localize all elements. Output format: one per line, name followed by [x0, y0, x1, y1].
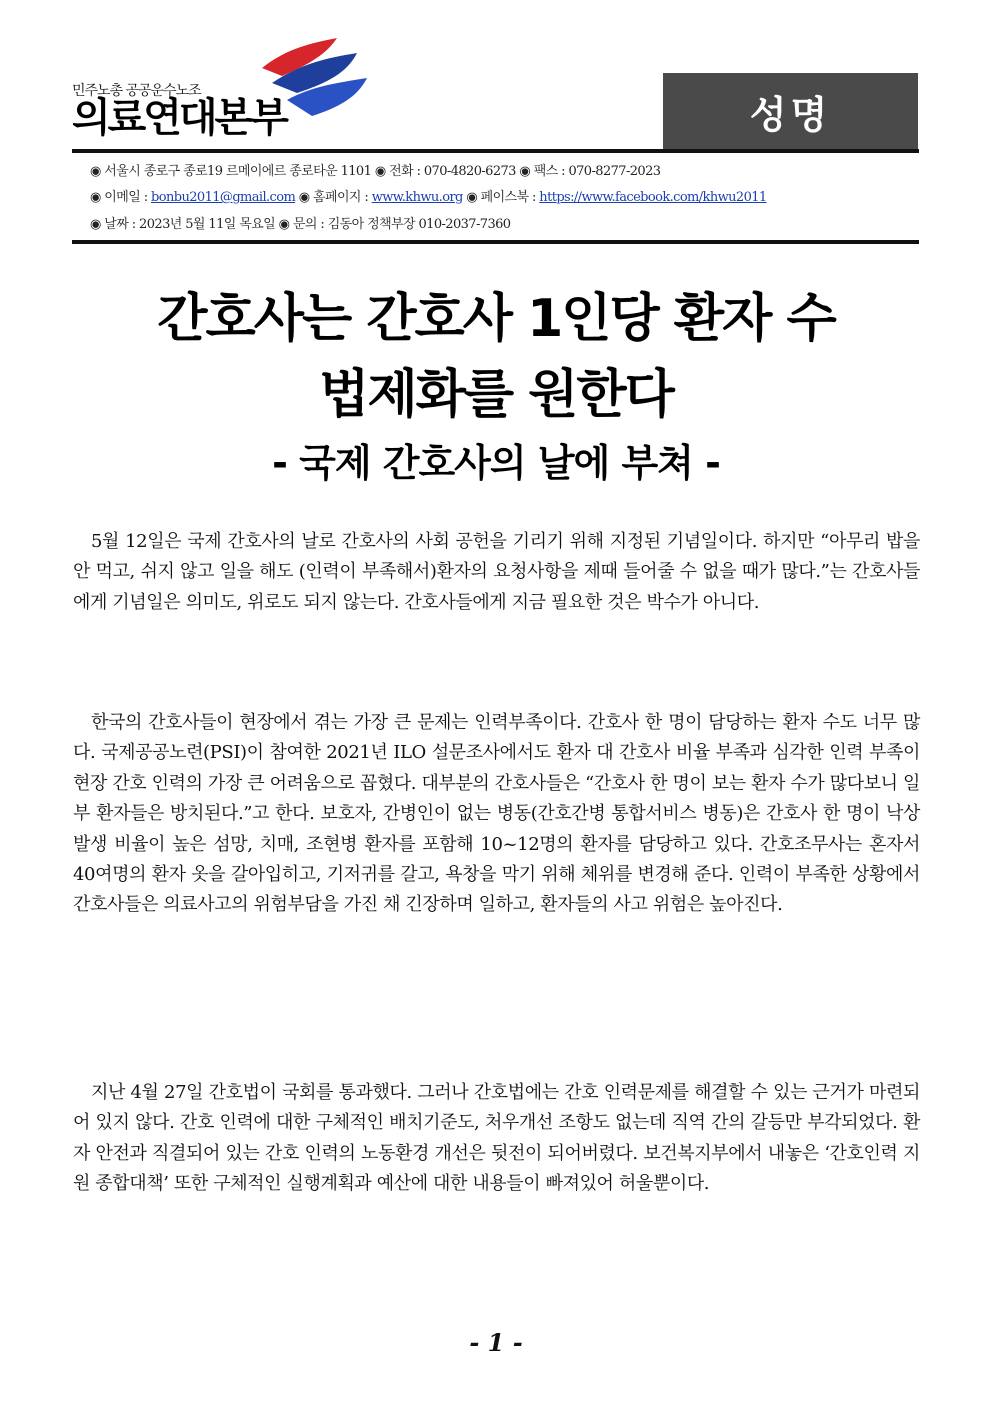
info-line-links [90, 186, 920, 205]
bullet-icon: ◉ [466, 190, 478, 205]
paragraph-2: 한국의 간호사들이 현장에서 겪는 가장 큰 문제는 인력부족이다. 간호사 한 명이 담당하는 환자 수도 너무 많다. 국제공공노련(PSI)이 참여한 2021년 ILO 설문조사에서도 환자 대 간호사 비율 부족과 심각한 인력 부족이 현장 간호 인력의 가장 큰 어려움으로 꼽혔다. 대부분의 간호사들은 “간호사 한 명이 보는 환자 수가 많다보니 일부 환자들은 방치된다.”고 한다. 보호자, 간병인이 없는 병동(간호간병 통합서비스 병동)은 간호사 한 명이 낙상 발생 비율이 높은 섬망, 치매, 조현병 환자를 포함해 10~12명의 환자를 담당하고 있다. 간호조무사는 혼자서 40여명의 환자 옷을 갈아입히고, 기저귀를 갈고, 욕창을 막기 위해 체위를 변경해 준다. 인력이 부족한 상황에서 간호사들은 의료사고의 위험부담을 가진 채 긴장하며 일하고, 환자들의 사고 위험은 높아진다. [73, 712, 920, 916]
title-line-1: 간호사는 간호사 1인당 환자 수 [157, 289, 835, 349]
bullet-icon: ◉ [90, 217, 101, 232]
paragraph-1: 5월 12일은 국제 간호사의 날로 간호사의 사회 공헌을 기리기 위해 지정된 기념일이다. 하지만 “아무리 밥을 안 먹고, 쉬지 않고 일을 해도 (인력이 부족해서)환자의 요청사항을 제때 들어줄 수 없을 때가 많다.”는 간호사들에게 기념일은 의미도, 위로도 되지 않는다. 간호사들에게 지금 필요한 것은 박수가 아니다. [73, 531, 920, 613]
org-name: 의료연대본부 [72, 95, 286, 141]
header-rule-top [72, 149, 919, 153]
bullet-icon: ◉ [298, 190, 310, 205]
contact: 문의 : 김동아 정책부장 010-2037-7360 [292, 217, 511, 232]
address: 서울시 종로구 종로19 르메이에르 종로타운 1101 [104, 164, 372, 179]
fax: 팩스 : 070-8277-2023 [533, 164, 661, 179]
facebook-label: 페이스북 : [480, 190, 540, 205]
info-line-date [90, 213, 920, 232]
page-number: - 1 - [469, 1328, 523, 1357]
bullet-icon: ◉ [90, 164, 101, 179]
bullet-icon: ◉ [374, 164, 386, 179]
info-line-address [90, 160, 920, 179]
homepage-label: 홈페이지 : [313, 190, 372, 205]
org-line: 민주노총 공공운수노조 [72, 83, 201, 99]
org-logo [72, 38, 352, 141]
paragraph-3: 지난 4월 27일 간호법이 국회를 통과했다. 그러나 간호법에는 간호 인력문제를 해결할 수 있는 근거가 마련되어 있지 않다. 간호 인력에 대한 구체적인 배치기준도, 처우개선 조항도 없는데 직역 간의 갈등만 부각되었다. 환자 안전과 직결되어 있는 간호 인력의 노동환경 개선은 뒷전이 되어버렸다. 보건복지부에서 내놓은 ‘간호인력 지원 종합대책’ 또한 구체적인 실행계획과 예산에 대한 내용들이 빠져있어 허울뿐이다. [73, 1082, 920, 1195]
date: 날짜 : 2023년 5월 11일 목요일 [104, 217, 276, 232]
email-link[interactable]: bonbu2011@gmail.com [151, 190, 296, 205]
bullet-icon: ◉ [90, 190, 101, 205]
statement-badge: 성명 [663, 73, 918, 149]
title-line-2: 법제화를 원한다 [319, 365, 673, 425]
phone: 전화 : 070-4820-6273 [389, 164, 516, 179]
facebook-link[interactable]: https://www.facebook.com/khwu2011 [539, 190, 767, 205]
email-label: 이메일 : [104, 190, 152, 205]
header-rule-bottom [72, 240, 919, 244]
homepage-link[interactable]: www.khwu.org [371, 190, 463, 205]
bullet-icon: ◉ [519, 164, 531, 179]
bullet-icon: ◉ [278, 217, 290, 232]
subtitle: - 국제 간호사의 날에 부쳐 - [272, 441, 720, 485]
